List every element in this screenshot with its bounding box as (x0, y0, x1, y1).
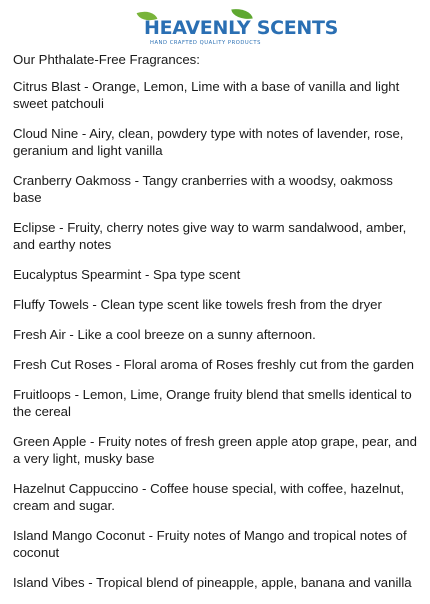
brand-logo (132, 6, 339, 50)
brand-name: HEAVENLY SCENTS (144, 17, 339, 39)
brand-tagline: HAND CRAFTED QUALITY PRODUCTS (150, 40, 261, 46)
fragrance-item: Hazelnut Cappuccino - Coffee house special, with coffee, hazelnut, cream and sugar. (13, 481, 404, 513)
fragrance-list (13, 78, 423, 591)
fragrance-item: Fresh Air - Like a cool breeze on a sunny afternoon. (13, 327, 316, 342)
fragrance-item: Eucalyptus Spearmint - Spa type scent (13, 267, 241, 282)
fragrance-item: Cloud Nine - Airy, clean, powdery type with notes of lavender, rose, geranium and light vanilla (13, 126, 404, 158)
fragrance-list-section (13, 51, 423, 604)
fragrance-item: Fruitloops - Lemon, Lime, Orange fruity blend that smells identical to the cereal (13, 387, 412, 419)
fragrance-item: Island Vibes - Tropical blend of pineapple, apple, banana and vanilla (13, 575, 412, 590)
fragrance-item: Green Apple - Fruity notes of fresh green apple atop grape, pear, and a very light, musky base (13, 434, 417, 466)
fragrance-item: Citrus Blast - Orange, Lemon, Lime with a base of vanilla and light sweet patchouli (13, 79, 400, 111)
fragrance-item: Fresh Cut Roses - Floral aroma of Roses freshly cut from the garden (13, 357, 414, 372)
fragrance-item: Fluffy Towels - Clean type scent like towels fresh from the dryer (13, 297, 382, 312)
fragrance-item: Cranberry Oakmoss - Tangy cranberries with a woodsy, oakmoss base (13, 173, 393, 205)
fragrance-item: Island Mango Coconut - Fruity notes of Mango and tropical notes of coconut (13, 528, 407, 560)
fragrance-item: Eclipse - Fruity, cherry notes give way to warm sandalwood, amber, and earthy notes (13, 220, 407, 252)
intro-heading: Our Phthalate-Free Fragrances: (13, 52, 200, 67)
